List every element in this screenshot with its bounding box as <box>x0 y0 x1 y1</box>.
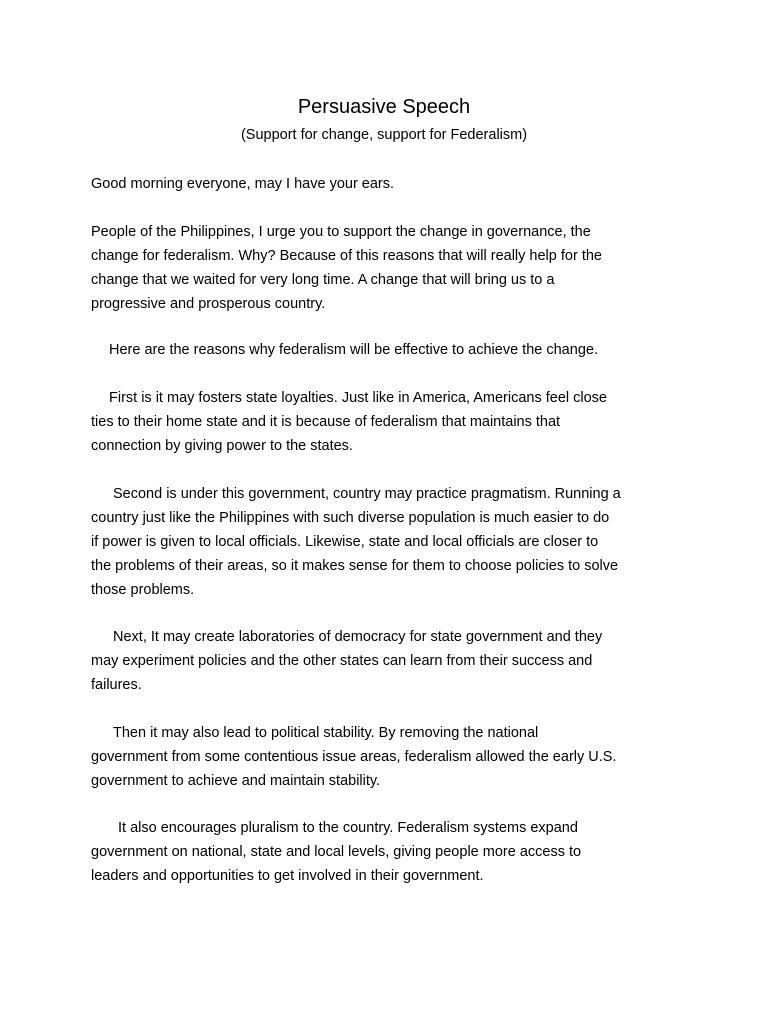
page-subtitle: (Support for change, support for Federalism) <box>240 127 528 143</box>
reason-laboratories-paragraph: Next, It may create laboratories of democracy for state government and they may experiment policies and the other states can learn from their success and failures. <box>91 629 603 693</box>
greeting-paragraph: Good morning everyone, may I have your ears. <box>91 176 395 192</box>
page-title: Persuasive Speech <box>297 96 471 118</box>
reason-pluralism-paragraph: It also encourages pluralism to the country. Federalism systems expand government on national, state and local levels, giving people more access to leaders and opportunities to get involved in their government. <box>91 820 582 884</box>
reason-stability-paragraph: Then it may also lead to political stability. By removing the national government from some contentious issue areas, federalism allowed the early U.S. government to achieve and maintain stability. <box>91 725 617 789</box>
reason-state-loyalties-paragraph: First is it may fosters state loyalties. Just like in America, Americans feel close ties to their home state and it is because of federalism that maintains that connection by giving power to the states. <box>91 390 607 454</box>
intro-paragraph: People of the Philippines, I urge you to support the change in governance, the change for federalism. Why? Because of this reasons that will really help for the change that we waited for very long time. A change that will bring us to a progressive and prosperous country. <box>91 224 602 312</box>
reasons-intro-paragraph: Here are the reasons why federalism will be effective to achieve the change. <box>109 342 598 358</box>
reason-pragmatism-paragraph: Second is under this government, country may practice pragmatism. Running a country just like the Philippines with such diverse population is much easier to do if power is given to local officials. Likewise, state and local officials are closer to the problems of their areas, so it makes sense for them to choose policies to solve those problems. <box>91 486 621 598</box>
